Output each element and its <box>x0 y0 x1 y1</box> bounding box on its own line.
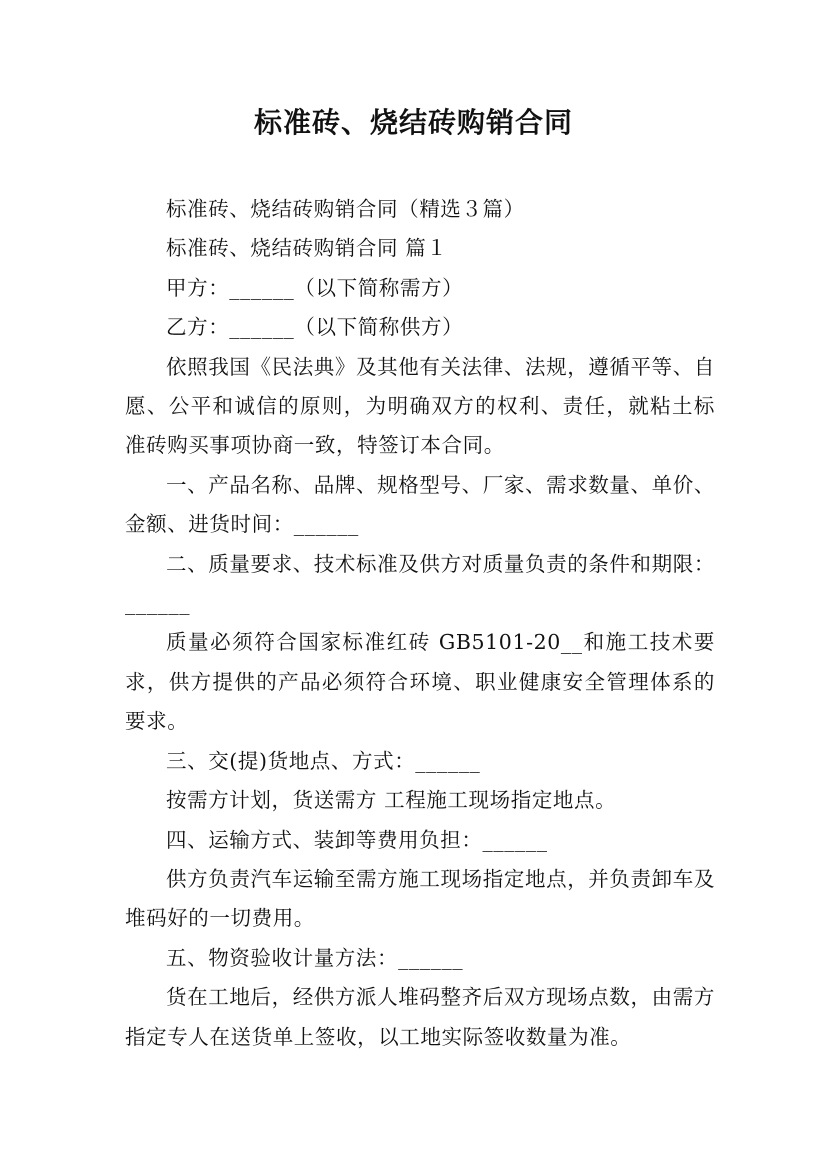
paragraph-quality: 质量必须符合国家标准红砖 GB5101-20__和施工技术要求，供方提供的产品必须符合环境、职业健康安全管理体系的要求。 <box>125 630 715 734</box>
paragraph-transport: 供方负责汽车运输至需方施工现场指定地点，并负责卸车及堆码好的一切费用。 <box>125 866 715 931</box>
paragraph-delivery: 按需方计划，货送需方 工程施工现场指定地点。 <box>166 788 617 813</box>
document-body <box>125 190 715 1057</box>
paragraph-clause-2: 二、质量要求、技术标准及供方对质量负责的条件和期限：______ <box>125 551 715 616</box>
paragraph-clause-5: 五、物资验收计量方法：______ <box>166 945 464 970</box>
paragraph-acceptance: 货在工地后，经供方派人堆码整齐后双方现场点数，由需方指定专人在送货单上签收，以工地实际签收数量为准。 <box>125 985 715 1049</box>
paragraph-party-b: 乙方：______（以下简称供方） <box>166 315 464 340</box>
paragraph-subtitle: 标准砖、烧结砖购销合同（精选３篇） <box>166 197 525 221</box>
paragraph-clause-3: 三、交(提)货地点、方式：______ <box>166 748 481 773</box>
paragraph-preamble: 依照我国《民法典》及其他有关法律、法规，遵循平等、自愿、公平和诚信的原则，为明确双方的权利、责任，就粘土标准砖购买事项协商一致，特签订本合同。 <box>125 354 715 458</box>
document-title: 标准砖、烧结砖购销合同 <box>253 106 573 139</box>
paragraph-clause-4: 四、运输方式、装卸等费用负担：______ <box>166 827 548 852</box>
paragraph-party-a: 甲方：______（以下简称需方） <box>166 275 464 300</box>
paragraph-clause-1: 一、产品名称、品牌、规格型号、厂家、需求数量、单价、金额、进货时间：______ <box>125 472 715 537</box>
paragraph-section-heading: 标准砖、烧结砖购销合同 篇１ <box>166 236 448 261</box>
